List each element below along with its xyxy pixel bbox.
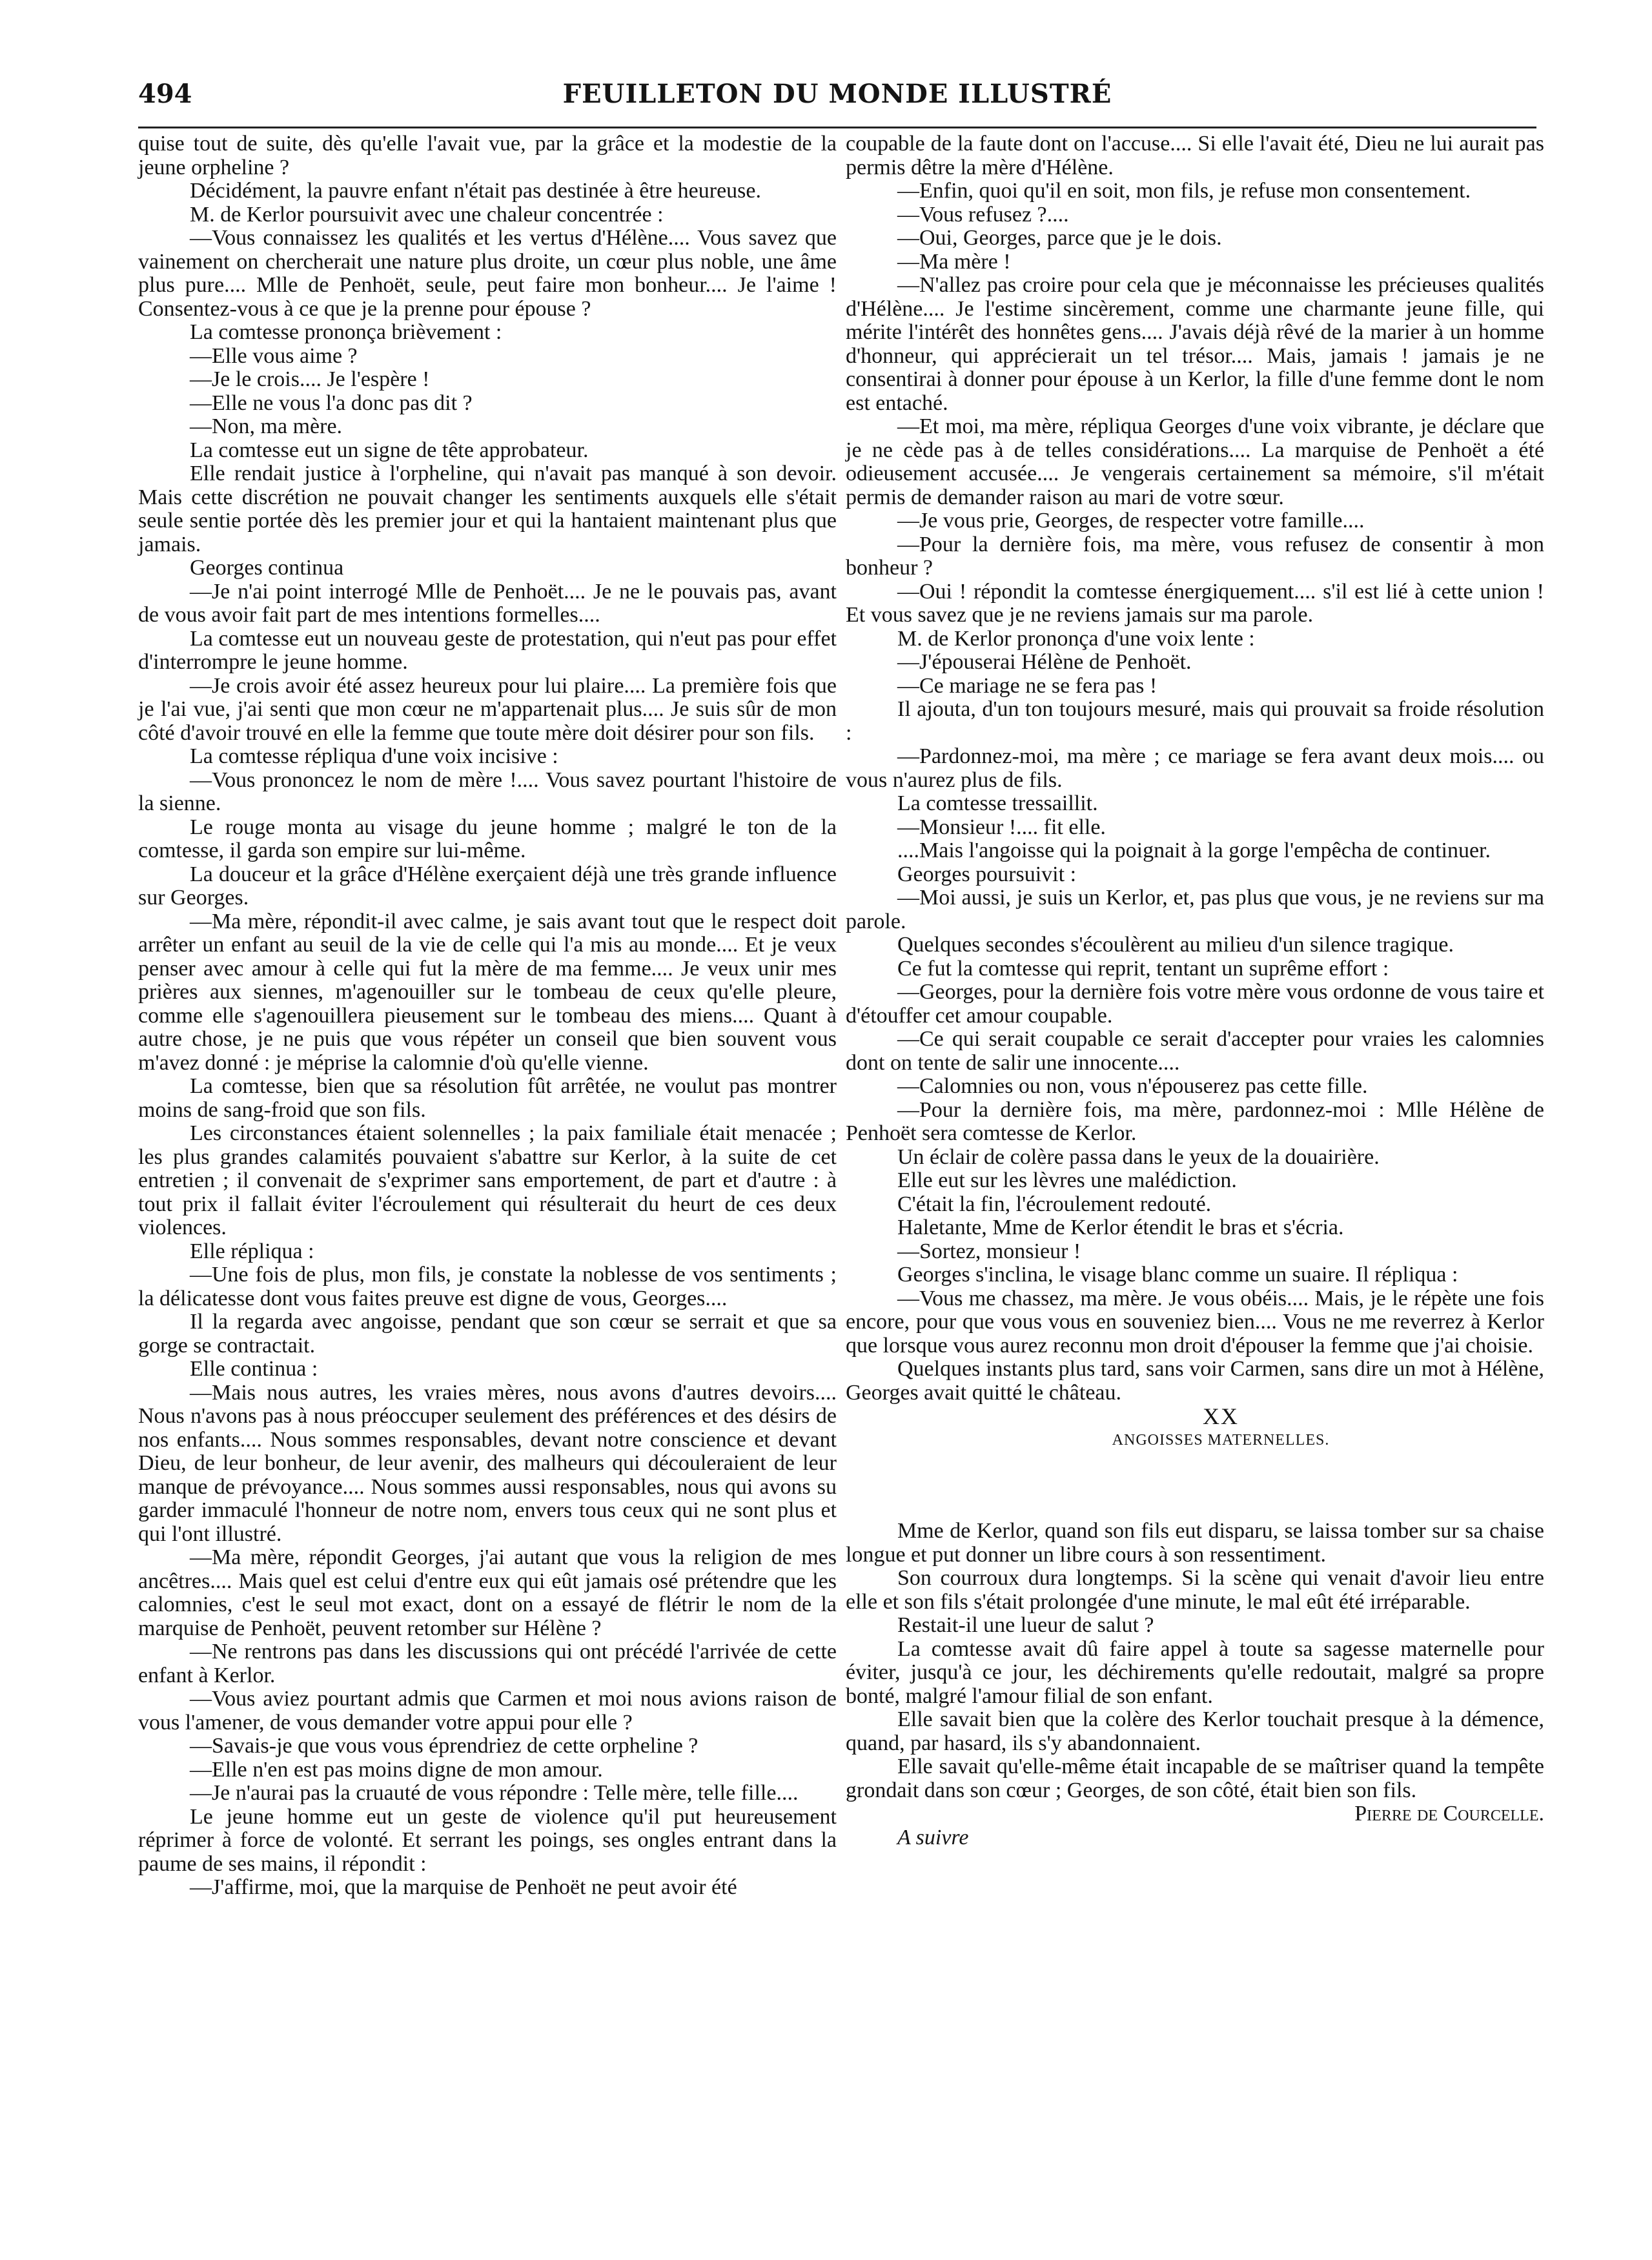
paragraph: Un éclair de colère passa dans le yeux de la douairière. (897, 1145, 1380, 1169)
page-number: 494 (138, 79, 192, 109)
paragraph: —Pour la dernière fois, ma mère, vous refusez de consentir à mon bonheur ? (846, 532, 1544, 580)
paragraph: M. de Kerlor poursuivit avec une chaleur concentrée : (190, 202, 664, 227)
author-signature: Pierre de Courcelle. (1354, 1802, 1544, 1826)
chapter-paragraph: Son courroux dura longtemps. Si la scène qui venait d'avoir lieu entre elle et son fils s'était prolongée d'une minute, le mal eût été irréparable. (846, 1566, 1544, 1614)
paragraph: Les circonstances étaient solennelles ; la paix familiale était menacée ; les plus grandes calamités pouvaient s'abattre sur Kerlor, à la suite de cet entretien ; il convenait de s'exprimer sans emportement, de part et d'autre : à tout prix il fallait éviter l'écroulement qui résulterait du heurt de ces deux violences. (138, 1121, 837, 1239)
paragraph: C'était la fin, l'écroulement redouté. (897, 1192, 1212, 1216)
paragraph: La comtesse répliqua d'une voix incisive : (190, 744, 558, 768)
paragraph: —Je le crois.... Je l'espère ! (190, 367, 430, 391)
paragraph: —Vous aviez pourtant admis que Carmen et moi nous avions raison de vous l'amener, de vous demander votre appui pour elle ? (138, 1687, 837, 1735)
paragraph: La comtesse tressaillit. (897, 791, 1098, 815)
paragraph: Elle continua : (190, 1357, 318, 1381)
chapter-paragraph: Mme de Kerlor, quand son fils eut disparu, se laissa tomber sur sa chaise longue et put donner un libre cours à son ressentiment. (846, 1519, 1544, 1567)
paragraph: Georges s'inclina, le visage blanc comme un suaire. Il répliqua : (897, 1263, 1458, 1287)
to-be-continued: A suivre (897, 1825, 969, 1849)
paragraph: —Je crois avoir été assez heureux pour lui plaire.... La première fois que je l'ai vue, j'ai senti que mon cœur ne m'appartenait plus.... Je suis sûr de mon côté d'avoir trouvé en elle la femme que toute mère doit désirer pour son fils. (138, 673, 837, 745)
paragraph: La comtesse eut un nouveau geste de protestation, qui n'eut pas pour effet d'interrompre le jeune homme. (138, 626, 837, 674)
paragraph: —Pardonnez-moi, ma mère ; ce mariage se fera avant deux mois.... ou vous n'aurez plus de fils. (846, 744, 1544, 792)
paragraph: Ce fut la comtesse qui reprit, tentant un suprême effort : (897, 956, 1389, 981)
paragraph: Elle eut sur les lèvres une malédiction. (897, 1168, 1237, 1192)
chapter-paragraph: La comtesse avait dû faire appel à toute sa sagesse maternelle pour éviter, jusqu'à ce jour, les déchirements qu'elle redoutait, malgré sa propre bonté, malgré l'amour filial de son enfant. (846, 1636, 1544, 1708)
paragraph: —Georges, pour la dernière fois votre mère vous ordonne de vous taire et d'étouffer cet amour coupable. (846, 980, 1544, 1028)
chapter-title: ANGOISSES MATERNELLES. (1112, 1431, 1330, 1449)
paragraph: —Ma mère ! (897, 249, 1011, 274)
paragraph: —Moi aussi, je suis un Kerlor, et, pas plus que vous, je ne reviens sur ma parole. (846, 886, 1544, 933)
paragraph: Quelques secondes s'écoulèrent au milieu d'un silence tragique. (897, 933, 1454, 957)
right-column (846, 132, 1544, 1849)
paragraph: —Elle vous aime ? (190, 343, 358, 368)
paragraph: —Pour la dernière fois, ma mère, pardonnez-moi : Mlle Hélène de Penhoët sera comtesse de Kerlor. (846, 1097, 1544, 1145)
paragraph: —Ce mariage ne se fera pas ! (897, 673, 1157, 698)
paragraph: Le rouge monta au visage du jeune homme ; malgré le ton de la comtesse, il garda son empire sur lui-même. (138, 815, 837, 862)
paragraph: —Savais-je que vous vous éprendriez de cette orpheline ? (190, 1734, 699, 1758)
paragraph: —Je vous prie, Georges, de respecter votre famille.... (897, 509, 1365, 533)
paragraph: M. de Kerlor prononça d'une voix lente : (897, 626, 1255, 651)
paragraph: —Ce qui serait coupable ce serait d'accepter pour vraies les calomnies dont on tente de salir une innocente.... (846, 1027, 1544, 1075)
header-rule (138, 127, 1536, 128)
paragraph: Quelques instants plus tard, sans voir Carmen, sans dire un mot à Hélène, Georges avait quitté le château. (846, 1357, 1544, 1405)
chapter-paragraph: Restait-il une lueur de salut ? (897, 1613, 1154, 1637)
paragraph: —Oui, Georges, parce que je le dois. (897, 226, 1222, 250)
paragraph: Le jeune homme eut un geste de violence qu'il put heureusement réprimer à force de volonté. Et serrant les poings, ses ongles entrant dans la paume de ses mains, il répondit : (138, 1804, 837, 1876)
paragraph: —Vous refusez ?.... (897, 202, 1069, 227)
paragraph: —J'affirme, moi, que la marquise de Penhoët ne peut avoir été (190, 1875, 737, 1899)
paragraph: —Je n'ai point interrogé Mlle de Penhoët.... Je ne le pouvais pas, avant de vous avoir fait part de mes intentions formelles.... (138, 579, 837, 627)
paragraph: —Ma mère, répondit Georges, j'ai autant que vous la religion de mes ancêtres.... Mais quel est celui d'entre eux qui eût jamais osé prétendre que les calomnies, c'est le seul mot exact, dont on a essayé de flétrir le nom de la marquise de Penhoët, peuvent retomber sur Hélène ? (138, 1545, 837, 1640)
paragraph: —Elle n'en est pas moins digne de mon amour. (190, 1757, 603, 1782)
paragraph: La comtesse prononça brièvement : (190, 320, 502, 344)
journal-title: FEUILLETON DU MONDE ILLUSTRÉ (562, 79, 1112, 109)
paragraph: —Ne rentrons pas dans les discussions qui ont précédé l'arrivée de cette enfant à Kerlor. (138, 1640, 837, 1687)
paragraph: Haletante, Mme de Kerlor étendit le bras et s'écria. (897, 1216, 1344, 1239)
paragraph: —Et moi, ma mère, répliqua Georges d'une voix vibrante, je déclare que je ne cède pas à de telles considérations.... La marquise de Penhoët a été odieusement accusée.... Je vengerais certainement sa mémoire, s'il m'était permis de demander raison au mari de votre sœur. (846, 414, 1544, 509)
paragraph: Elle répliqua : (190, 1239, 314, 1263)
paragraph: —N'allez pas croire pour cela que je méconnaisse les précieuses qualités d'Hélène.... Je l'estime sincèrement, comme une charmante jeune fille, qui mérite l'intérêt des honnêtes gens.... J'avais déjà rêvé de la marier à un homme d'honneur, qui apprécierait un tel trésor.... Mais, jamais ! jamais je ne consentirai à donner pour épouse à un Kerlor, la fille d'une femme dont le nom est entaché. (846, 273, 1544, 415)
chapter-paragraph: Elle savait bien que la colère des Kerlor touchait presque à la démence, quand, par hasard, ils s'y abandonnaient. (846, 1707, 1544, 1755)
paragraph: —Mais nous autres, les vraies mères, nous avons d'autres devoirs.... Nous n'avons pas à nous préoccuper seulement des préférences et des désirs de nos enfants.... Nous sommes responsables, devant notre conscience et devant Dieu, de leur bonheur, de leur avenir, des malheurs qui découleraient de leur manque de prévoyance.... Nous sommes aussi responsables, nous qui avons su garder immaculé l'honneur de notre nom, envers tous ceux qui ne sont plus et qui l'ont illustré. (138, 1380, 837, 1546)
paragraph: —Monsieur !.... fit elle. (897, 815, 1106, 839)
paragraph: Georges poursuivit : (897, 862, 1077, 886)
paragraph: —Vous connaissez les qualités et les vertus d'Hélène.... Vous savez que vainement on chercherait une nature plus droite, un cœur plus noble, une âme plus pure.... Mlle de Penhoët, seule, peut faire mon bonheur.... Je l'aime ! Consentez-vous à ce que je la prenne pour épouse ? (138, 226, 837, 321)
chapter-number: XX (1203, 1403, 1239, 1429)
paragraph: —J'épouserai Hélène de Penhoët. (897, 650, 1192, 674)
paragraph: La douceur et la grâce d'Hélène exerçaient déjà une très grande influence sur Georges. (138, 862, 837, 910)
paragraph: —Non, ma mère. (190, 414, 343, 438)
paragraph: Georges continua (190, 556, 344, 580)
paragraph: Elle rendait justice à l'orpheline, qui n'avait pas manqué à son devoir. Mais cette discrétion ne pouvait changer les sentiments auxquels elle s'était seule sentie portée dès les premier jour et qui la hantaient maintenant plus que jamais. (138, 462, 837, 556)
paragraph: —Enfin, quoi qu'il en soit, mon fils, je refuse mon consentement. (897, 179, 1471, 203)
paragraph: —Sortez, monsieur ! (897, 1239, 1081, 1263)
chapter-paragraph: Elle savait qu'elle-même était incapable de se maîtriser quand la tempête grondait dans son cœur ; Georges, de son côté, était bien son fils. (846, 1755, 1544, 1802)
paragraph: —Oui ! répondit la comtesse énergiquement.... s'il est lié à cette union ! Et vous savez que je ne reviens jamais sur ma parole. (846, 579, 1544, 627)
paragraph: —Calomnies ou non, vous n'épouserez pas cette fille. (897, 1074, 1368, 1098)
paragraph: coupable de la faute dont on l'accuse.... Si elle l'avait été, Dieu ne lui aurait pas permis dêtre la mère d'Hélène. (846, 132, 1544, 179)
paragraph: —Vous prononcez le nom de mère !.... Vous savez pourtant l'histoire de la sienne. (138, 768, 837, 815)
paragraph: Décidément, la pauvre enfant n'était pas destinée à être heureuse. (190, 179, 761, 203)
left-column (138, 132, 837, 2237)
paragraph: ....Mais l'angoisse qui la poignait à la gorge l'empêcha de continuer. (897, 839, 1491, 862)
paragraph: La comtesse eut un signe de tête approbateur. (190, 438, 589, 462)
paragraph: —Elle ne vous l'a donc pas dit ? (190, 391, 473, 415)
paragraph: La comtesse, bien que sa résolution fût arrêtée, ne voulut pas montrer moins de sang-froid que son fils. (138, 1074, 837, 1122)
paragraph: —Je n'aurai pas la cruauté de vous répondre : Telle mère, telle fille.... (190, 1781, 799, 1805)
paragraph: —Ma mère, répondit-il avec calme, je sais avant tout que le respect doit arrêter un enfant au seuil de la vie de celle qui l'a mis au monde.... Et je veux penser avec amour à celle qui fut la mère de ma femme.... Je veux unir mes prières aux siennes, m'agenouiller sur le tombeau de ceux qu'elle pleure, comme elle s'agenouillera pieusement sur le tombeau des miens.... Quant à autre chose, je ne puis que vous répéter un conseil que bien souvent vous m'avez donné : je méprise la calomnie d'où qu'elle vienne. (138, 909, 837, 1075)
paragraph: quise tout de suite, dès qu'elle l'avait vue, par la grâce et la modestie de la jeune orpheline ? (138, 132, 837, 179)
paragraph: Il ajouta, d'un ton toujours mesuré, mais qui prouvait sa froide résolution : (846, 697, 1544, 745)
page-header (138, 79, 1536, 120)
paragraph: —Vous me chassez, ma mère. Je vous obéis.... Mais, je le répète une fois encore, pour que vous vous en souveniez bien.... Vous ne me reverrez à Kerlor que lorsque vous aurez reconnu mon droit d'épouser la femme que j'ai choisie. (846, 1286, 1544, 1358)
paragraph: —Une fois de plus, mon fils, je constate la noblesse de vos sentiments ; la délicatesse dont vous faites preuve est digne de vous, Georges.... (138, 1263, 837, 1310)
paragraph: Il la regarda avec angoisse, pendant que son cœur se serrait et que sa gorge se contractait. (138, 1310, 837, 1358)
